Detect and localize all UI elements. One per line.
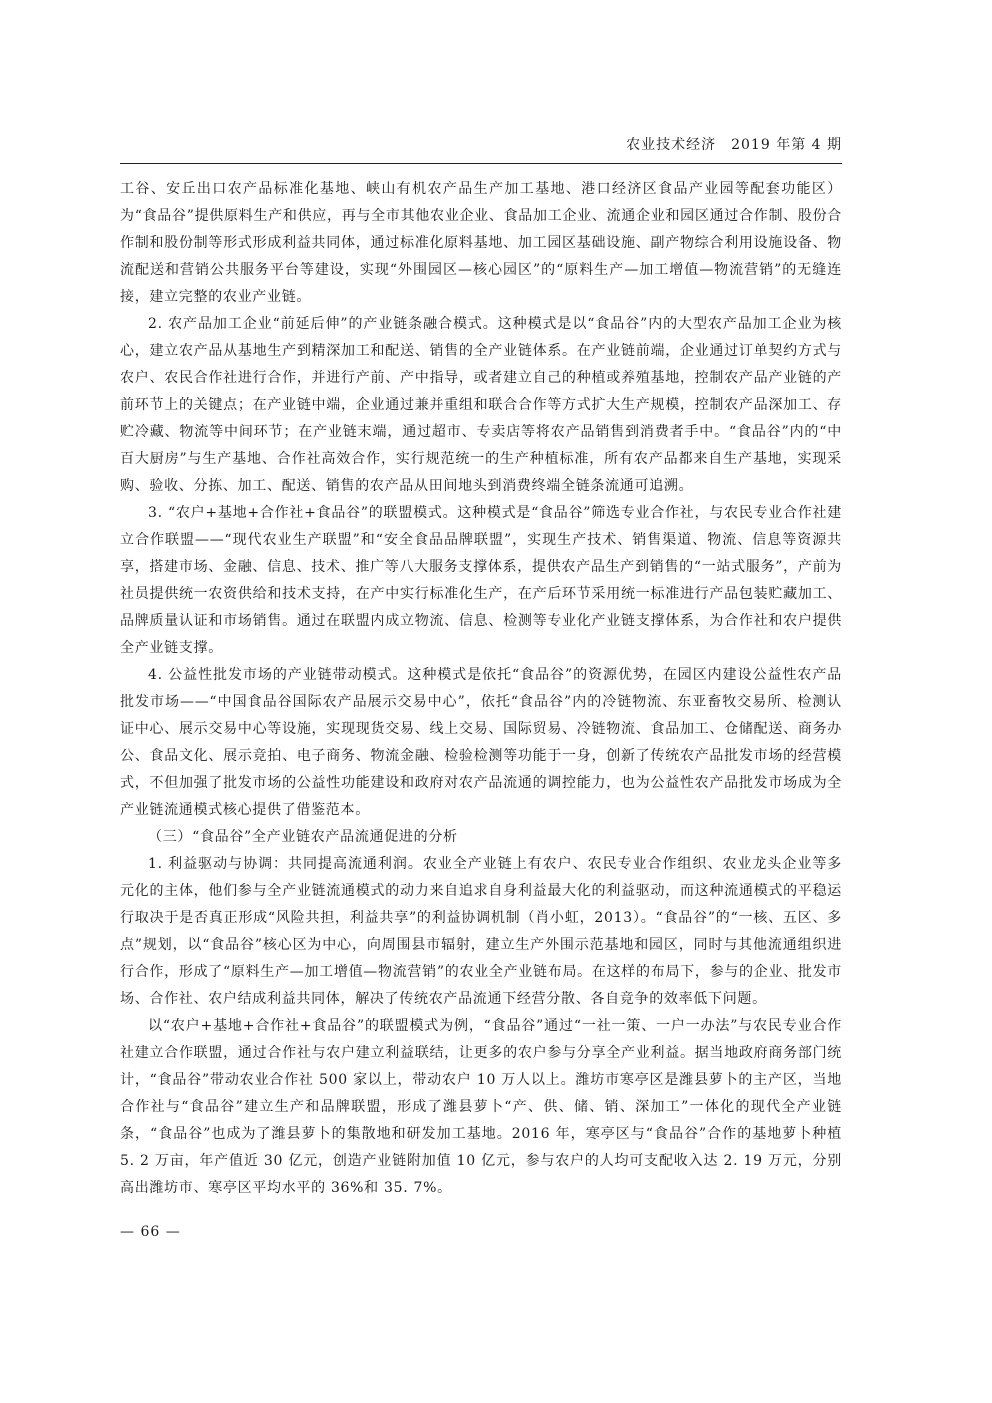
paragraph-example: 以“农户+基地+合作社+食品谷”的联盟模式为例，“食品谷”通过“一社一策、一户一办法”与农民专业合作社建立合作联盟，通过合作社与农户建立利益联结，让更多的农户参与分享全产业利益。据当地政府商务部门统计，“食品谷”带动农业合作社 500 家以上，带动农户 10 万人以上。潍坊市寒亭区是潍县萝卜的主产区，当地合作社与“食品谷”建立生产和品牌联盟，形成了潍县萝卜“产、供、储、销、深加工”一体化的现代全产业链条，“食品谷”也成为了潍县萝卜的集散地和研发加工基地。2016 年，寒亭区与“食品谷”合作的基地萝卜种植 5. 2 万亩，年产值近 30 亿元，创造产业链附加值 10 亿元，参与农户的人均可支配收入达 2. 19 万元，分别高出潍坊市、寒亭区平均水平的 36%和 35. 7%。 xyxy=(120,1018,842,1196)
paragraph-continued: 工谷、安丘出口农产品标准化基地、峡山有机农产品生产加工基地、港口经济区食品产业园等配套功能区）为“食品谷”提供原料生产和供应，再与全市其他农业企业、食品加工企业、流通企业和园区通过合作制、股份合作制和股份制等形式形成利益共同体，通过标准化原料基地、加工园区基础设施、副产物综合利用设施设备、物流配送和营销公共服务平台等建设，实现“外围园区—核心园区”的“原料生产—加工增值—物流营销”的无缝连接，建立完整的农业产业链。 xyxy=(120,181,842,305)
paragraph-model-3: 3. “农户+基地+合作社+食品谷”的联盟模式。这种模式是“食品谷”筛选专业合作社，与农民专业合作社建立合作联盟——“现代农业生产联盟”和“安全食品品牌联盟”，实现生产技术、销售渠道、物流、信息等资源共享，搭建市场、金融、信息、技术、推广等八大服务支撑体系，提供农产品生产到销售的“一站式服务”，产前为社员提供统一农资供给和技术支持，在产中实行标准化生产，在产后环节采用统一标准进行产品包装贮藏加工、品牌质量认证和市场销售。通过在联盟内成立物流、信息、检测等专业化产业链支撑体系，为合作社和农户提供全产业链支撑。 xyxy=(120,505,842,656)
article-body xyxy=(120,176,842,1202)
section-heading: （三）“食品谷”全产业链农产品流通促进的分析 xyxy=(148,829,458,845)
paragraph-analysis-1: 1. 利益驱动与协调：共同提高流通利润。农业全产业链上有农户、农民专业合作组织、农业龙头企业等多元化的主体，他们参与全产业链流通模式的动力来自追求自身利益最大化的利益驱动，而这种流通模式的平稳运行取决于是否真正形成“风险共担，利益共享”的利益协调机制（肖小虹，2013）。“食品谷”的“一核、五区、多点”规划，以“食品谷”核心区为中心，向周围县市辐射，建立生产外围示范基地和园区，同时与其他流通组织进行合作，形成了“原料生产—加工增值—物流营销”的农业全产业链布局。在这样的布局下，参与的企业、批发市场、合作社、农户结成利益共同体，解决了传统农产品流通下经营分散、各自竞争的效率低下问题。 xyxy=(120,856,842,1007)
paragraph-model-2: 2. 农产品加工企业“前延后伸”的产业链条融合模式。这种模式是以“食品谷”内的大型农产品加工企业为核心，建立农产品从基地生产到精深加工和配送、销售的全产业链体系。在产业链前端，企业通过订单契约方式与农户、农民合作社进行合作，并进行产前、产中指导，或者建立自己的种植或养殖基地，控制农产品产业链的产前环节上的关键点；在产业链中端，企业通过兼并重组和联合合作等方式扩大生产规模，控制农产品深加工、存贮冷藏、物流等中间环节；在产业链末端，通过超市、专卖店等将农产品销售到消费者手中。“食品谷”内的“中百大厨房”与生产基地、合作社高效合作，实行规范统一的生产种植标准，所有农产品都来自生产基地，实现采购、验收、分拣、加工、配送、销售的农产品从田间地头到消费终端全链条流通可追溯。 xyxy=(120,316,842,494)
page-number: — 66 — xyxy=(120,1224,181,1240)
paragraph-model-4: 4. 公益性批发市场的产业链带动模式。这种模式是依托“食品谷”的资源优势，在园区内建设公益性农产品批发市场——“中国食品谷国际农产品展示交易中心”，依托“食品谷”内的冷链物流、东亚畜牧交易所、检测认证中心、展示交易中心等设施，实现现货交易、线上交易、国际贸易、冷链物流、食品加工、仓储配送、商务办公、食品文化、展示竞拍、电子商务、物流金融、检验检测等功能于一身，创新了传统农产品批发市场的经营模式，不但加强了批发市场的公益性功能建设和政府对农产品流通的调控能力，也为公益性农产品批发市场成为全产业链流通模式核心提供了借鉴范本。 xyxy=(120,667,842,818)
running-header xyxy=(120,128,842,164)
journal-issue-title: 农业技术经济 2019 年第 4 期 xyxy=(626,137,842,153)
